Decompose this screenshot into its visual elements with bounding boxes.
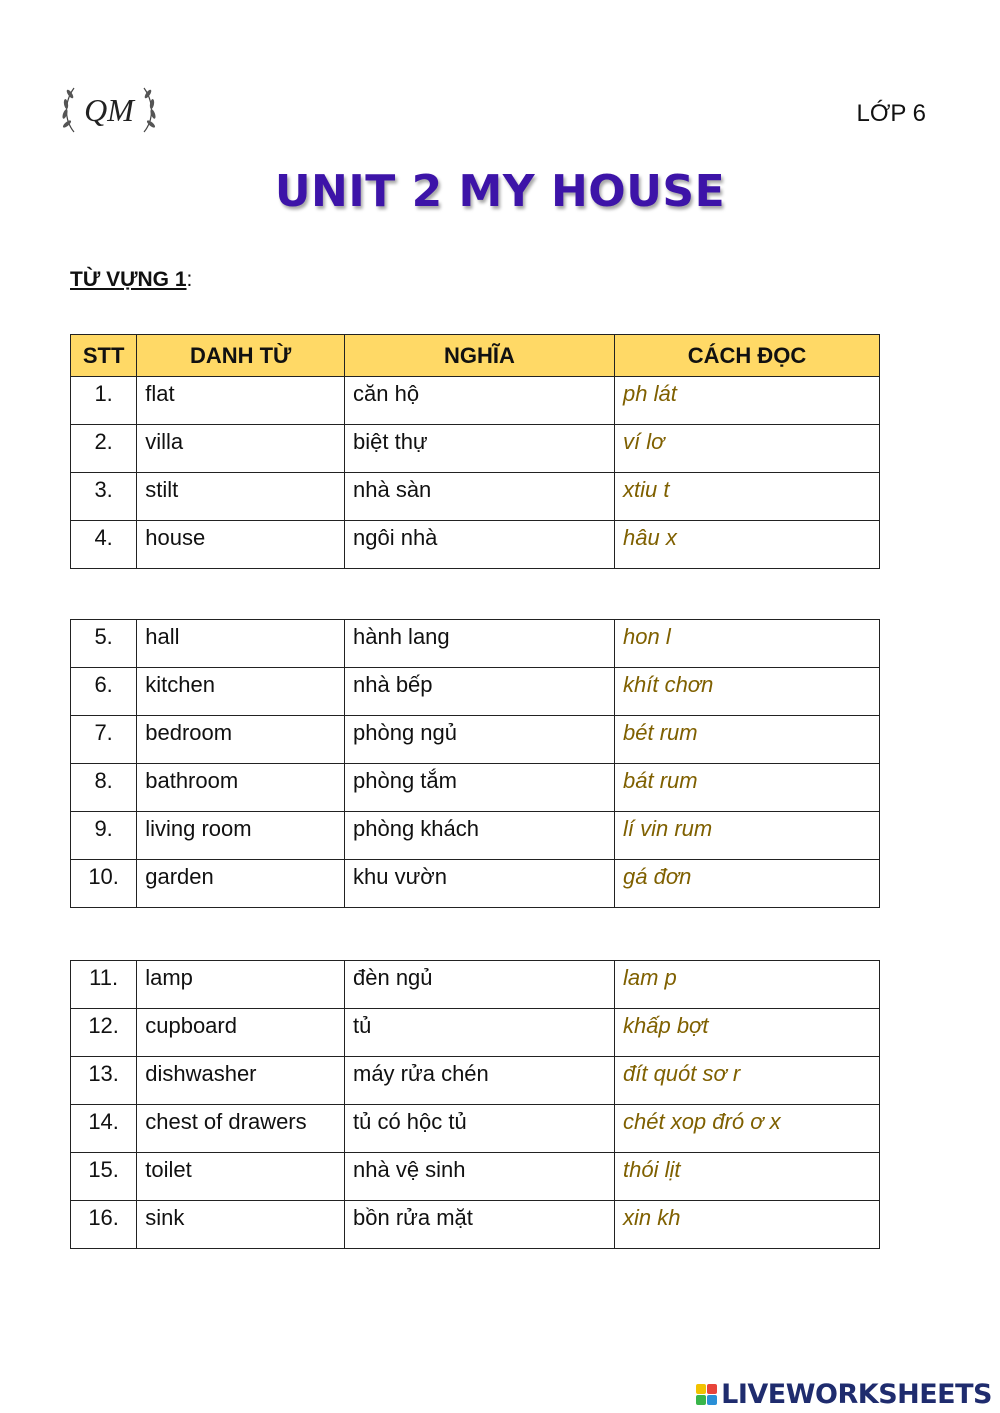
table-header-row xyxy=(71,335,880,377)
noun-cell: living room xyxy=(137,812,345,860)
noun-cell: cupboard xyxy=(137,1009,345,1057)
row-number: 3. xyxy=(71,473,137,521)
logo-square-i xyxy=(707,1384,717,1394)
noun-cell: garden xyxy=(137,860,345,908)
qm-logo xyxy=(54,80,164,140)
header-meaning: NGHĨA xyxy=(345,335,615,377)
table-row xyxy=(71,425,880,473)
pronunciation-cell: hâu x xyxy=(615,521,880,569)
meaning-cell: máy rửa chén xyxy=(345,1057,615,1105)
row-number: 16. xyxy=(71,1201,137,1249)
meaning-cell: căn hộ xyxy=(345,377,615,425)
pronunciation-cell: khấp bợt xyxy=(615,1009,880,1057)
meaning-cell: hành lang xyxy=(345,620,615,668)
noun-cell: toilet xyxy=(137,1153,345,1201)
row-number: 14. xyxy=(71,1105,137,1153)
noun-cell: house xyxy=(137,521,345,569)
pronunciation-cell: gá đơn xyxy=(615,860,880,908)
logo-text: QM xyxy=(84,92,134,128)
page-title: UNIT 2 MY HOUSE xyxy=(274,166,726,217)
brand-text: LIVEWORKSHEETS xyxy=(721,1378,992,1410)
row-number: 4. xyxy=(71,521,137,569)
table-row xyxy=(71,764,880,812)
meaning-cell: tủ có hộc tủ xyxy=(345,1105,615,1153)
table-row xyxy=(71,961,880,1009)
logo-square-l xyxy=(696,1384,706,1394)
noun-cell: kitchen xyxy=(137,668,345,716)
pronunciation-cell: ví lơ xyxy=(615,425,880,473)
liveworksheets-logo-icon xyxy=(696,1384,717,1405)
vocab-group-2 xyxy=(71,620,880,908)
noun-cell: bedroom xyxy=(137,716,345,764)
pronunciation-cell: chét xop đró ơ x xyxy=(615,1105,880,1153)
table-row xyxy=(71,521,880,569)
pronunciation-cell: lam p xyxy=(615,961,880,1009)
vocab-group-1 xyxy=(71,377,880,569)
row-number: 6. xyxy=(71,668,137,716)
row-number: 15. xyxy=(71,1153,137,1201)
table-row xyxy=(71,1057,880,1105)
section-label: TỪ VỰNG 1 xyxy=(70,268,187,291)
pronunciation-cell: bét rum xyxy=(615,716,880,764)
vocab-table-3 xyxy=(70,960,880,1249)
meaning-cell: ngôi nhà xyxy=(345,521,615,569)
pronunciation-cell: ph lát xyxy=(615,377,880,425)
pronunciation-cell: hon l xyxy=(615,620,880,668)
row-number: 11. xyxy=(71,961,137,1009)
row-number: 2. xyxy=(71,425,137,473)
pronunciation-cell: xin kh xyxy=(615,1201,880,1249)
vocab-table-2 xyxy=(70,619,880,908)
meaning-cell: nhà bếp xyxy=(345,668,615,716)
logo-square-v xyxy=(696,1395,706,1405)
meaning-cell: tủ xyxy=(345,1009,615,1057)
vocab-table-1 xyxy=(70,334,880,569)
table-row xyxy=(71,1201,880,1249)
table-row xyxy=(71,716,880,764)
meaning-cell: phòng ngủ xyxy=(345,716,615,764)
grade-label: LỚP 6 xyxy=(856,100,926,127)
meaning-cell: bồn rửa mặt xyxy=(345,1201,615,1249)
table-row xyxy=(71,668,880,716)
meaning-cell: nhà sàn xyxy=(345,473,615,521)
liveworksheets-brand[interactable] xyxy=(696,1379,992,1409)
row-number: 10. xyxy=(71,860,137,908)
vocab-group-3 xyxy=(71,961,880,1249)
table-row xyxy=(71,1153,880,1201)
row-number: 8. xyxy=(71,764,137,812)
table-row xyxy=(71,620,880,668)
table-row xyxy=(71,377,880,425)
noun-cell: sink xyxy=(137,1201,345,1249)
header-stt: STT xyxy=(71,335,137,377)
header-noun: DANH TỪ xyxy=(137,335,345,377)
pronunciation-cell: khít chơn xyxy=(615,668,880,716)
noun-cell: villa xyxy=(137,425,345,473)
row-number: 5. xyxy=(71,620,137,668)
header-pronunciation: CÁCH ĐỌC xyxy=(615,335,880,377)
pronunciation-cell: lí vin rum xyxy=(615,812,880,860)
meaning-cell: phòng khách xyxy=(345,812,615,860)
meaning-cell: phòng tắm xyxy=(345,764,615,812)
noun-cell: bathroom xyxy=(137,764,345,812)
row-number: 13. xyxy=(71,1057,137,1105)
row-number: 7. xyxy=(71,716,137,764)
row-number: 9. xyxy=(71,812,137,860)
noun-cell: lamp xyxy=(137,961,345,1009)
pronunciation-cell: thói lịt xyxy=(615,1153,880,1201)
pronunciation-cell: xtiu t xyxy=(615,473,880,521)
table-row xyxy=(71,812,880,860)
row-number: 12. xyxy=(71,1009,137,1057)
noun-cell: dishwasher xyxy=(137,1057,345,1105)
meaning-cell: nhà vệ sinh xyxy=(345,1153,615,1201)
noun-cell: stilt xyxy=(137,473,345,521)
table-row xyxy=(71,473,880,521)
row-number: 1. xyxy=(71,377,137,425)
logo-square-e xyxy=(707,1395,717,1405)
pronunciation-cell: bát rum xyxy=(615,764,880,812)
table-row xyxy=(71,1009,880,1057)
noun-cell: hall xyxy=(137,620,345,668)
table-row xyxy=(71,860,880,908)
noun-cell: flat xyxy=(137,377,345,425)
meaning-cell: đèn ngủ xyxy=(345,961,615,1009)
table-row xyxy=(71,1105,880,1153)
section-colon: : xyxy=(186,268,193,291)
noun-cell: chest of drawers xyxy=(137,1105,345,1153)
meaning-cell: khu vườn xyxy=(345,860,615,908)
section-heading xyxy=(70,268,192,292)
laurel-logo-icon xyxy=(54,80,164,140)
meaning-cell: biệt thự xyxy=(345,425,615,473)
pronunciation-cell: đít quót sơ r xyxy=(615,1057,880,1105)
